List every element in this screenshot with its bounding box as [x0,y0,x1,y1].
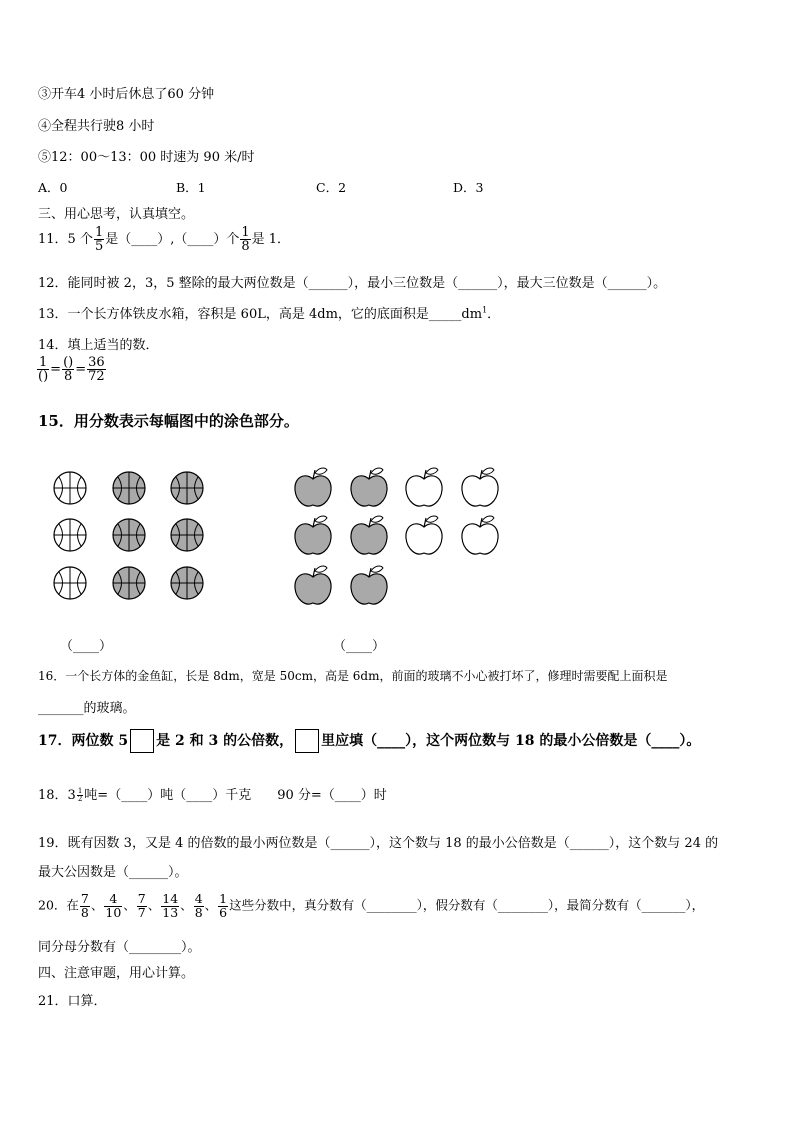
q14-c-den: 72 [88,369,105,384]
q15-blank-1[interactable]: （____） [60,639,113,654]
q15-figure [0,455,794,615]
section-4-heading: 四、注意审题，用心计算。 [38,966,195,981]
q11-frac1-num: 1 [94,225,104,240]
question-11 [38,226,290,253]
q20-f5-num: 4 [194,891,203,906]
question-20-line-2: 同分母分数有（________）。 [38,940,201,955]
apple-5-icon [295,516,331,554]
apple-10-icon [351,566,387,604]
q11-fraction-1 [94,226,104,253]
q20-sep-2: 、 [123,897,136,913]
q18-text-2: 吨=（____）吨（____）千克 90 分=（____）时 [84,788,387,803]
q20-sep-1: 、 [90,897,104,913]
q20-sep-4: 、 [180,897,193,913]
question-18 [38,784,387,803]
apple-1-icon [295,468,331,506]
q18-text-1: 18．3 [38,788,76,803]
q15-blank-2[interactable]: （____） [333,639,386,654]
q20-text-1: 20．在 [38,897,79,913]
basketball-4-icon [54,519,86,551]
q13-superscript: 1 [482,305,488,315]
basketball-2-icon [113,472,145,504]
q20-f4-den: 13 [162,904,179,920]
q18-frac-den: 2 [77,795,83,803]
q17-digit-box-2[interactable] [295,729,319,753]
q18-frac-num: 1 [77,787,83,795]
q11-text-3: 是 1． [251,232,291,247]
q20-f5-den: 8 [194,904,203,920]
apple-6-icon [351,516,387,554]
basketball-7-icon [54,567,86,599]
question-17 [38,729,700,753]
q17-text-3: 里应填（____），这个两位数与 18 的最小公倍数是（____）。 [321,733,701,749]
basketball-6-icon [171,519,203,551]
choice-item-3: ③开车4 小时后休息了60 分钟 [38,87,215,102]
apple-8-icon [462,516,498,554]
q20-fraction-6 [218,893,228,919]
q20-fraction-4 [161,893,179,919]
basketball-3-icon [171,472,203,504]
apple-7-icon [406,516,442,554]
option-a: A．0 [38,180,68,195]
q14-fraction-b [62,356,74,383]
question-20-line-1 [38,893,704,919]
q13-end: ． [487,307,501,322]
q14-fraction-c [87,356,106,383]
question-12: 12．能同时被 2，3，5 整除的最大两位数是（______），最小三位数是（______），最大三位数是（______）。 [38,276,667,291]
q11-frac1-den: 5 [94,239,104,254]
q20-sep-3: 、 [147,897,161,913]
q11-text-2: 是（____）,（____）个 [105,232,240,247]
question-14-equation [36,356,107,383]
q20-f2-den: 10 [105,904,122,920]
q20-sep-5: 、 [204,897,218,913]
q20-text-2: 这些分数中，真分数有（________），假分数有（________），最简分数有（_______）， [229,897,705,913]
option-d: D．3 [453,180,484,195]
question-13 [38,303,500,322]
question-15: 15．用分数表示每幅图中的涂色部分。 [38,412,299,430]
q14-b-den: 8 [64,369,73,384]
q20-f6-num: 1 [219,891,228,906]
q20-f4-num: 14 [162,891,179,906]
q17-digit-box-1[interactable] [130,729,154,753]
option-c: C．2 [316,180,347,195]
q11-text-1: 11．5 个 [38,232,93,247]
apple-3-icon [406,468,442,506]
q14-a-den: () [38,369,49,384]
q20-fraction-3 [137,893,147,919]
question-16-line-1: 16．一个长方体的金鱼缸，长是 8dm，宽是 50cm，高是 6dm，前面的玻璃不小心被打坏了，修理时需要配上面积是 [38,669,668,683]
section-3-heading: 三、用心思考，认真填空。 [38,207,195,222]
q17-text-1: 17．两位数 5 [38,733,129,749]
q18-fraction [77,788,83,803]
basketball-5-icon [113,519,145,551]
apple-9-icon [295,566,331,604]
q14-a-num: 1 [38,355,48,370]
q11-frac2-num: 1 [241,225,250,240]
q20-fraction-2 [104,893,122,919]
question-19-line-2: 最大公因数是（______）。 [38,865,188,880]
q17-text-2: 是 2 和 3 的公倍数， [156,733,294,749]
option-b: B．1 [176,180,206,195]
q20-f1-den: 8 [80,904,89,920]
q20-f1-num: 7 [80,891,89,906]
q14-equals-1: = [50,362,62,377]
q20-f3-den: 7 [137,904,146,920]
apple-2-icon [351,468,387,506]
question-16-line-2: _______的玻璃。 [38,701,136,716]
choice-item-4: ④全程共行驶8 小时 [38,119,155,134]
basketball-8-icon [113,567,145,599]
q14-b-num: () [63,355,74,370]
apple-4-icon [462,468,498,506]
q13-text: 13．一个长方体铁皮水箱，容积是 60L，高是 4dm，它的底面积是_____dm [38,307,483,322]
q14-c-num: 36 [88,355,105,370]
q14-fraction-a [37,356,49,383]
q11-fraction-2 [240,226,250,253]
q11-frac2-den: 8 [241,239,250,254]
basketball-1-icon [54,472,86,504]
q20-fraction-1 [80,893,90,919]
q20-fraction-5 [194,893,204,919]
question-14-title: 14．填上适当的数． [38,338,159,353]
q14-equals-2: = [75,362,87,377]
q20-f2-num: 4 [104,893,122,907]
q20-f3-num: 7 [137,891,146,906]
question-19-line-1: 19．既有因数 3，又是 4 的倍数的最小两位数是（______），这个数与 18 的最小公倍数是（______），这个数与 24 的 [38,836,719,851]
q20-f6-den: 6 [219,904,228,920]
question-21: 21．口算． [38,994,107,1009]
choice-item-5: ⑤12：00～13：00 时速为 90 米/时 [38,150,255,165]
basketball-9-icon [171,567,203,599]
